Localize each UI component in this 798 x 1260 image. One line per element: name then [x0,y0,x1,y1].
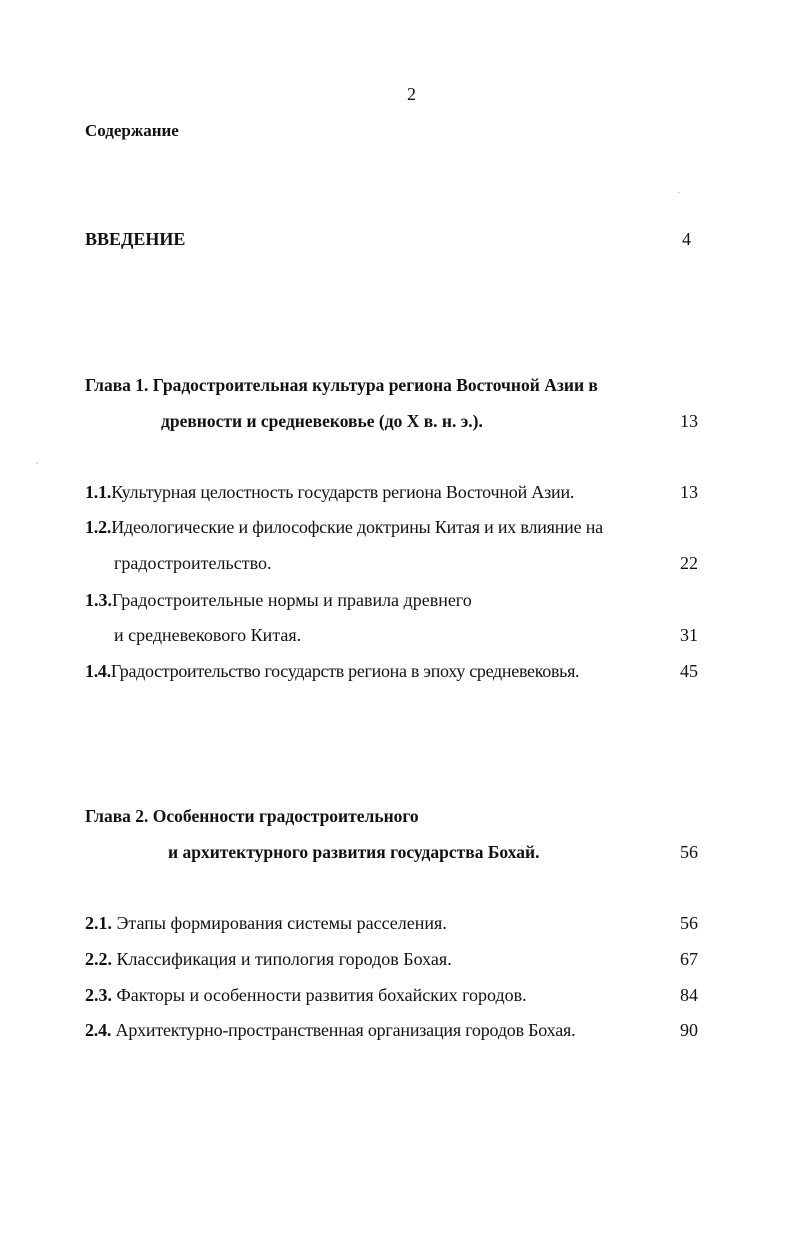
section-title: Градостроительство государств региона в эпоху средневековья. [110,661,580,681]
toc-intro-title[interactable]: ВВЕДЕНИЕ [85,229,186,249]
section-title: Факторы и особенности развития бохайских городов. [116,985,527,1005]
toc-section-1-2[interactable] [85,516,603,538]
section-title: Классификация и типология городов Бохая. [116,949,452,969]
section-number: 2.1. [85,913,112,933]
section-title: Градостроительные нормы и правила древнего [112,590,472,610]
section-number: 1.1. [85,482,112,502]
toc-chapter-2-title-line2[interactable]: и архитектурного развития государства Бохай. [168,842,540,862]
toc-section-1-1[interactable] [85,481,574,503]
toc-section-1-3-page: 31 [680,625,698,645]
toc-section-1-4[interactable] [85,660,579,682]
section-number: 1.3. [85,590,112,610]
section-number: 2.3. [85,985,112,1005]
toc-section-1-3[interactable] [85,589,472,611]
toc-section-2-1[interactable] [85,912,447,934]
toc-chapter-1-title-line1[interactable]: Глава 1. Градостроительная культура региона Восточной Азии в [85,375,598,395]
section-title: Архитектурно-пространственная организация городов Бохая. [115,1020,576,1040]
section-number: 2.4. [85,1020,112,1040]
section-number: 1.4. [85,661,111,681]
toc-section-1-4-page: 45 [680,661,698,681]
toc-chapter-2-title-line1[interactable]: Глава 2. Особенности градостроительного [85,806,419,826]
page-number: 2 [407,84,416,104]
scan-speck [36,463,38,464]
toc-section-2-1-page: 56 [680,913,698,933]
section-title: Идеологические и философские доктрины Китая и их влияние на [111,517,603,537]
section-title: Этапы формирования системы расселения. [116,913,447,933]
toc-section-1-3-continuation: и средневекового Китая. [114,625,302,645]
toc-section-2-4-page: 90 [680,1020,698,1040]
toc-section-2-2[interactable] [85,948,452,970]
section-title: Культурная целостность государств региона Восточной Азии. [111,482,575,502]
toc-section-1-2-continuation: градостроительство. [114,553,272,573]
toc-section-2-2-page: 67 [680,949,698,969]
toc-section-2-4[interactable] [85,1019,575,1041]
toc-section-1-1-page: 13 [680,482,698,502]
section-number: 1.2. [85,517,112,537]
toc-intro-page: 4 [682,229,691,249]
toc-chapter-2-page: 56 [680,842,698,862]
scan-speck [678,192,680,193]
toc-section-2-3[interactable] [85,984,527,1006]
toc-section-2-3-page: 84 [680,985,698,1005]
toc-chapter-1-page: 13 [680,411,698,431]
page-title: Содержание [85,121,179,140]
section-number: 2.2. [85,949,112,969]
toc-chapter-1-title-line2[interactable]: древности и средневековье (до X в. н. э.). [161,411,483,431]
toc-section-1-2-page: 22 [680,553,698,573]
